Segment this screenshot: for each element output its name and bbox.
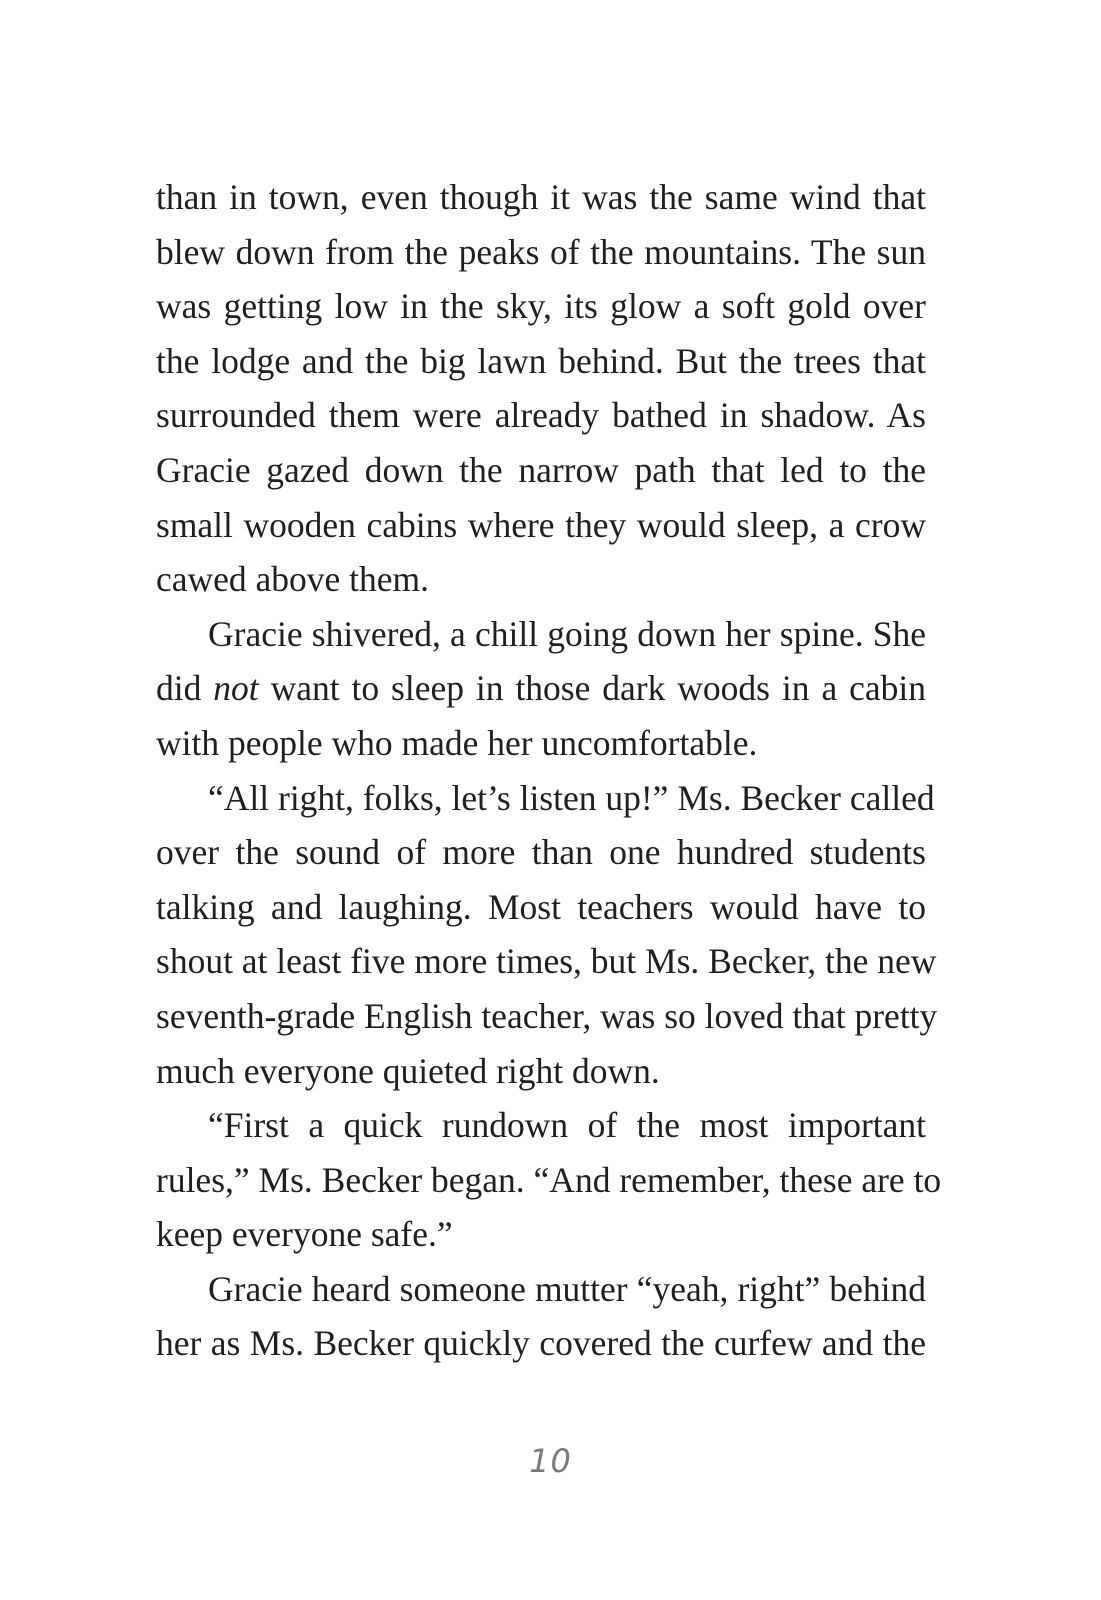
paragraph-5 — [156, 1262, 926, 1371]
text-line: was getting low in the sky, its glow a soft gold over — [156, 286, 926, 327]
text-line: surrounded them were already bathed in shadow. As — [156, 395, 926, 436]
text-line: cawed above them. — [156, 559, 430, 600]
text-line: small wooden cabins where they would sleep, a crow — [156, 504, 926, 545]
text-run: did — [156, 668, 214, 709]
body-text — [156, 170, 942, 1371]
text-line: the lodge and the big lawn behind. But the trees that — [156, 340, 926, 381]
paragraph-3 — [156, 771, 938, 1099]
text-line: rules,” Ms. Becker began. “And remember, these are to — [156, 1159, 942, 1200]
text-line: blew down from the peaks of the mountains. The sun — [156, 231, 926, 272]
text-line: over the sound of more than one hundred students — [156, 832, 926, 873]
text-line: “All right, folks, let’s listen up!” Ms. Becker called — [208, 777, 935, 818]
text-line: Gracie heard someone mutter “yeah, right” behind — [208, 1268, 926, 1309]
text-run: want to sleep in those dark woods in a cabin — [258, 668, 926, 709]
text-line: much everyone quieted right down. — [156, 1050, 660, 1091]
text-line: talking and laughing. Most teachers would have to — [156, 886, 926, 927]
paragraph-2 — [156, 607, 926, 771]
page-number: 10 — [529, 1442, 572, 1480]
text-line: Gracie gazed down the narrow path that led to the — [156, 449, 926, 490]
text-line: keep everyone safe.” — [156, 1214, 453, 1255]
text-line: Gracie shivered, a chill going down her spine. She — [208, 613, 926, 654]
text-line: with people who made her uncomfortable. — [156, 722, 758, 763]
emphasis-text: not — [213, 668, 259, 709]
text-line: than in town, even though it was the same wind that — [156, 177, 926, 217]
paragraph-1 — [156, 170, 926, 607]
text-line — [156, 661, 926, 716]
text-line: seventh-grade English teacher, was so loved that pretty — [156, 995, 938, 1036]
text-line: her as Ms. Becker quickly covered the curfew and the — [156, 1323, 926, 1364]
text-line: “First a quick rundown of the most important — [208, 1105, 926, 1146]
paragraph-4 — [156, 1098, 942, 1262]
text-line: shout at least five more times, but Ms. Becker, the new — [156, 941, 937, 982]
